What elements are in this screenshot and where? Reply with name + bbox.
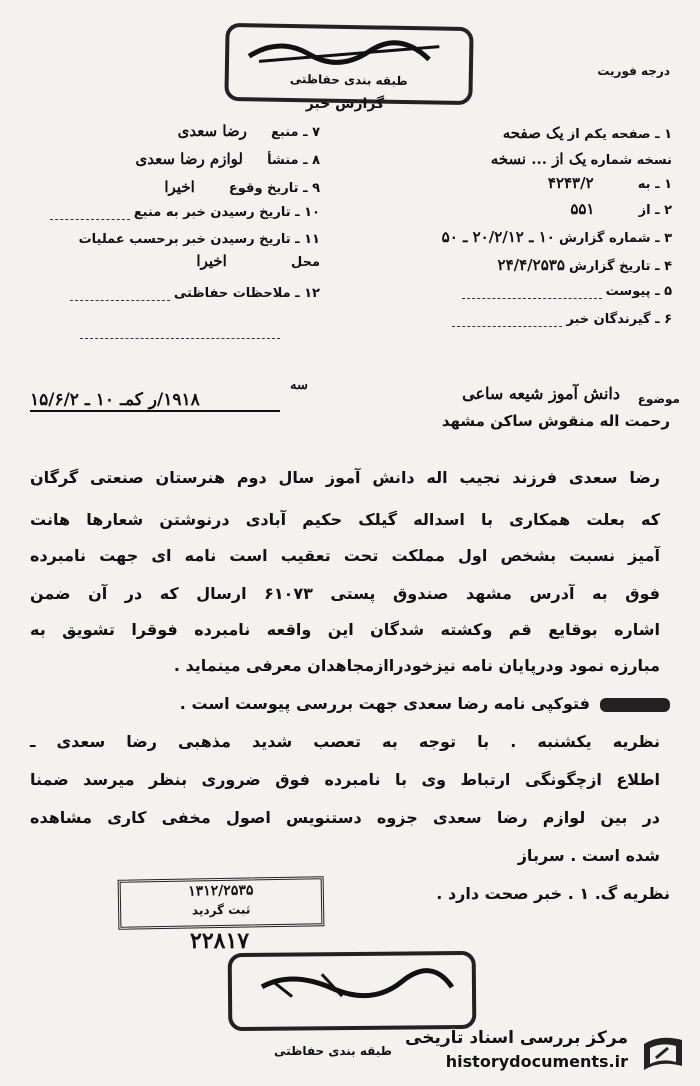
body-line: رضا سعدی فرزند نجیب اله دانش آموز سال دوم هنرستان صنعتی گرگان [30,468,660,487]
field-occurrence-date [20,178,320,196]
field-label: ۱۱ ـ تاریخ رسیدن خبر برحسب عملیات [78,232,320,247]
priority-label: درجه فوریت [597,64,670,78]
field-location [20,252,320,270]
registration-stamp-line-1: ۱۳۱۲/۲۵۳۵ [188,882,254,900]
redaction-mark [600,698,670,712]
field-value: اخیرا [164,178,195,196]
footer-website: historydocuments.ir [445,1052,628,1071]
field-value: یک از ... نسخه [490,150,587,168]
field-to [372,174,672,192]
registration-stamp-line-2: ثبت گردید [191,902,251,918]
body-line: در بین لوازم رضا سعدی جزوه دستنویس اصول مخفی کاری مشاهده [30,808,660,827]
body-line: که بعلت همکاری با اسداله گیلک حکیم آبادی درنوشتن شعارها هانت [30,510,660,529]
field-blank-line [50,207,130,220]
field-value: رضا سعدی [177,122,247,140]
field-blank-line [462,286,602,299]
top-stamp-text: طبقه بندی حفاظتی [289,71,408,89]
field-value: ۲۴/۴/۲۵۳۵ [497,256,565,274]
field-value: ۴۲۴۳/۲ [547,174,594,192]
field-label: ۲ ـ از [638,203,672,218]
subject-ref-number: ۱۹۱۸/ر کمـ ۱۰ ـ ۱۵/۶/۲ [30,390,280,412]
bottom-stamp-text: طبقه بندی حفاظتی [274,1044,392,1058]
report-title: گزارش خبر [305,96,385,112]
bottom-stamp-scribble [232,961,472,1003]
body-line: فوق به آدرس مشهد صندوق پستی ۶۱۰۷۳ ارسال که در آن ضمن [30,584,661,603]
field-blank-line [70,288,170,301]
field-value: ۱۰ ـ ۲۰/۲/۱۲ ـ ۵۰ [441,228,555,246]
body-line: نظریه یکشنبه . با توجه به تعصب شدید مذهبی رضا سعدی ـ [30,732,660,751]
field-attachment [372,284,672,299]
book-logo-icon [638,1030,688,1080]
field-report-date [372,256,672,274]
field-value: لوازم رضا سعدی [135,150,243,168]
subject-line-2: رحمت اله منقوش ساکن مشهد [441,412,670,430]
field-security-notes [20,286,320,301]
field-origin [20,150,320,168]
subject-note: سه [290,378,308,393]
field-value: یک صفحه [502,124,564,142]
bottom-stamp [228,951,477,1031]
field-value: ۵۵۱ [570,200,595,218]
body-line: اطلاع ازچگونگی ارتباط وی با نامبرده فوق ضروری بنظر میرسد ضمنا [30,770,660,789]
top-stamp-scribble [229,31,470,75]
field-label: ۵ ـ پیوست [605,284,672,299]
field-label: ۸ ـ منشأ [267,153,320,168]
field-received-ops [20,232,320,247]
field-value: اخیرا [196,252,227,270]
field-label: ۷ ـ منبع [271,125,320,140]
footer-org-name: مرکز بررسی اسناد تاریخی [405,1028,628,1048]
footer-watermark [0,1024,700,1086]
registration-stamp [118,876,325,930]
field-report-number [372,228,672,246]
subject-line-1: دانش آموز شیعه ساعی [462,384,620,403]
body-line: شده است . سرباز [517,846,660,865]
body-line: اشاره بوقایع قم وکشته شدگان این واقعه نامبرده فوقرا تشویق به [30,620,660,639]
field-label: محل [290,255,320,270]
handwritten-number: ۲۲۸۱۷ [190,928,250,954]
field-label: ۱ ـ صفحه یکم از [567,127,672,142]
divider-line [80,338,280,339]
field-copy-number [372,150,672,168]
field-page [372,124,672,142]
field-label: ۶ ـ گیرندگان خبر [566,312,672,327]
field-blank-line [452,314,562,327]
body-line: آمیز نسبت بشخص اول مملکت تحت تعقیب است نامه ای جهت نامبرده [30,546,660,565]
field-source [20,122,320,140]
field-label: ۳ ـ شماره گزارش [558,231,672,246]
top-stamp [224,23,473,105]
field-label: ۱۲ ـ ملاحظات حفاظتی [173,286,320,301]
closing-text: نظریه گ. ۱ . خبر صحت دارد . [436,884,670,903]
field-label: ۹ ـ تاریخ وقوع [228,181,320,196]
body-line: فتوکپی نامه رضا سعدی جهت بررسی پیوست است . [179,694,590,713]
field-label: نسخه شماره [590,153,672,168]
subject-label: موضوع [637,392,680,406]
field-label: ۱۰ ـ تاریخ رسیدن خبر به منبع [133,205,320,220]
field-label: ۱ ـ به [637,177,672,192]
body-line: مبارزه نمود ودرپایان نامه نیزخودراازمجاهدان معرفی مینماید . [173,656,660,675]
field-recipients [372,312,672,327]
field-from [372,200,672,218]
field-label: ۴ ـ تاریخ گزارش [569,259,672,274]
field-received-by-source [20,205,320,220]
